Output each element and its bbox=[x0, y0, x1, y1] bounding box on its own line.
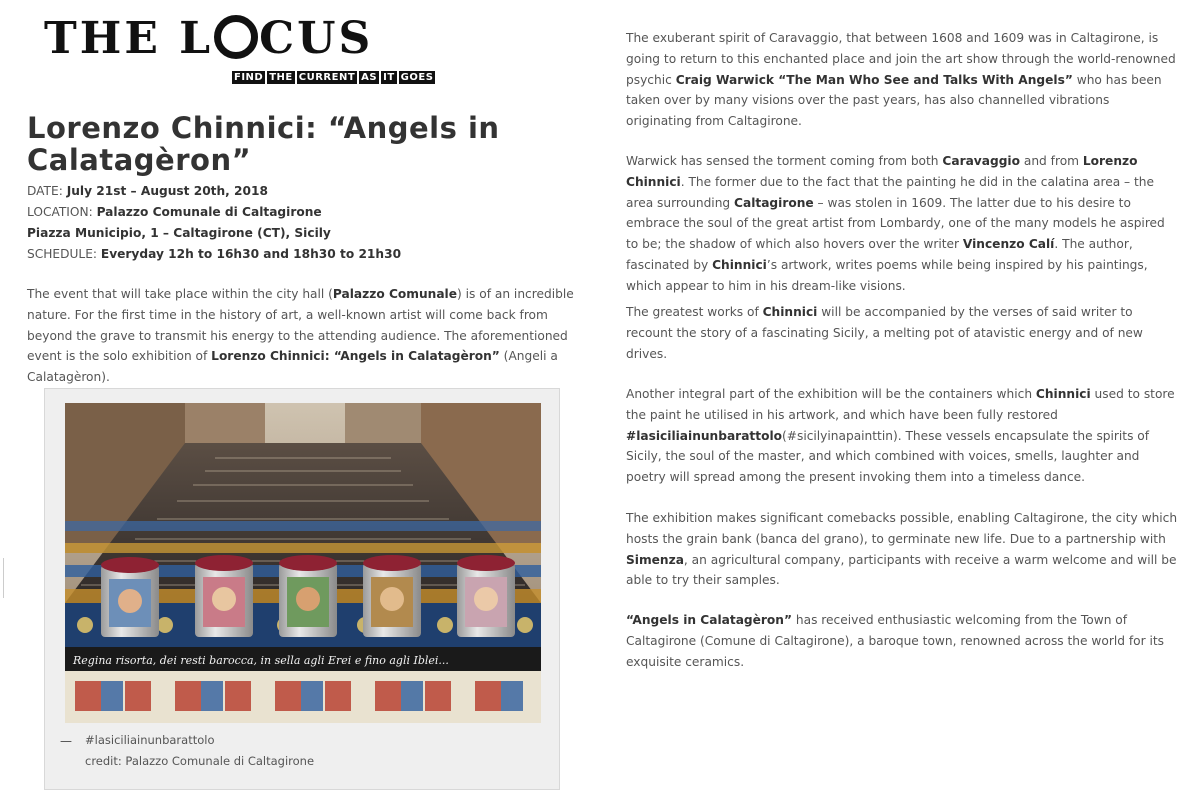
paragraph-warwick: Warwick has sensed the torment coming from both Caravaggio and from Lorenzo Chinnici. The former due to the fact that the painting he did in the calatina area – the area surrounding Caltagirone – was stolen in 1609. The latter due to his desire to embrace the soul of the great artist from Lombardy, one of the many models he aspired to be; the shadow of which also hovers over the writer Vincenzo Calí. The author, fascinated by Chinnici’s artwork, writes poems while being inspired by his paintings, which appear to him in his dream-like visions. bbox=[626, 154, 1165, 293]
paint-tins-photo[interactable] bbox=[65, 403, 541, 723]
event-details bbox=[27, 181, 587, 265]
caption-credit: credit: Palazzo Comunale di Caltagirone bbox=[85, 754, 315, 768]
intro-paragraph: The event that will take place within the city hall (Palazzo Comunale) is of an incredible nature. For the first time in the history of art, a well-known artist will come back from beyond the grave to transmit his energy to the attending audience. The aforementioned event is the solo exhibition of Lorenzo Chinnici: “Angels in Calatagèron” (Angeli a Calatagèron). bbox=[27, 287, 574, 385]
paragraph-caravaggio: The exuberant spirit of Caravaggio, that between 1608 and 1609 was in Caltagirone, is going to return to this enchanted place and join the art show through the world-renowned psychic Craig Warwick “The Man Who See and Talks With Angels” who has been taken over by many visions over the past years, has also channelled vibrations originating from Caltagirone. bbox=[626, 31, 1176, 129]
exhibition-figure bbox=[44, 388, 560, 790]
logo-wordmark: THE L CUS bbox=[44, 13, 374, 64]
paragraph-comebacks: The exhibition makes significant comebacks possible, enabling Caltagirone, the city which hosts the grain bank (banca del grano), to germinate new life. Due to a partnership with Simenza, an agricultural company, participants with receive a warm welcome and will be able to try their samples. bbox=[626, 511, 1178, 588]
logo-tagline: FIND THE CURRENT AS IT GOES bbox=[234, 72, 434, 83]
paragraph-welcoming: “Angels in Calatagèron” has received enthusiastic welcoming from the Town of Caltagirone (Comune di Caltagirone), a baroque town, renowned across the world for its exquisite ceramics. bbox=[626, 613, 1164, 669]
logo-o-ring-icon bbox=[214, 15, 258, 59]
event-location: LOCATION: Palazzo Comunale di Caltagirone bbox=[27, 205, 322, 219]
article-title: Lorenzo Chinnici: “Angels in Calatagèron” bbox=[27, 111, 500, 177]
paragraph-greatest-works: The greatest works of Chinnici will be accompanied by the verses of said writer to recount the story of a fascinating Sicily, a melting pot of atavistic energy and of new drives. bbox=[626, 305, 1143, 361]
event-address: Piazza Municipio, 1 – Caltagirone (CT), Sicily bbox=[27, 226, 331, 240]
staircase-photo-illustration bbox=[65, 403, 541, 723]
paragraph-containers: Another integral part of the exhibition will be the containers which Chinnici used to store the paint he utilised in his artwork, and which have been fully restored #lasiciliainunbarattolo(#sicilyinapainttin). These vessels encapsulate the spirits of Sicily, the soul of the master, and which combined with voices, smells, laughter and poetry will spread among the present invoking them into a timeless dance. bbox=[626, 387, 1175, 485]
event-schedule: SCHEDULE: Everyday 12h to 16h30 and 18h30 to 21h30 bbox=[27, 247, 402, 261]
photo-inscription: Regina risorta, dei resti barocca, in sella agli Erei e fino agli Iblei... bbox=[73, 654, 449, 667]
page-edge-mark bbox=[3, 558, 8, 598]
caption-dash: — bbox=[60, 734, 72, 748]
site-logo[interactable] bbox=[44, 6, 434, 90]
event-date: DATE: July 21st – August 20th, 2018 bbox=[27, 184, 268, 198]
caption-hashtag: #lasiciliainunbarattolo bbox=[85, 733, 215, 747]
